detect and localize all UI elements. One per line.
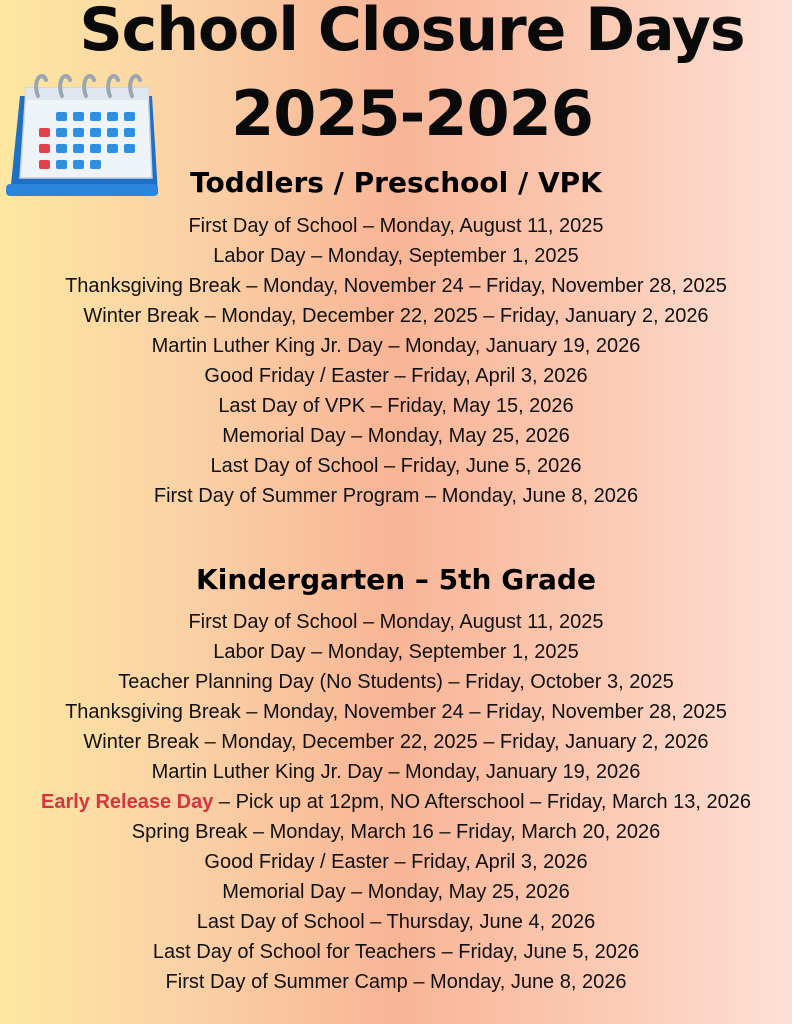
page-title: School Closure Days <box>79 0 745 65</box>
elementary-closure-list <box>0 607 792 997</box>
early-release-highlight: Early Release Day <box>40 791 214 813</box>
list-item: First Day of Summer Camp – Monday, June 8, 2026 <box>165 971 627 993</box>
list-item: First Day of School – Monday, August 11, 2025 <box>188 611 604 633</box>
section-heading-elementary: Kindergarten – 5th Grade <box>196 563 596 596</box>
list-item: Winter Break – Monday, December 22, 2025 – Friday, January 2, 2026 <box>83 305 709 327</box>
list-item: Martin Luther King Jr. Day – Monday, January 19, 2026 <box>151 335 641 357</box>
page-subtitle-year: 2025-2026 <box>231 77 593 150</box>
list-item: Last Day of School – Friday, June 5, 2026 <box>210 455 582 477</box>
list-item: Labor Day – Monday, September 1, 2025 <box>213 641 579 663</box>
early-release-item <box>0 787 792 817</box>
list-item: Teacher Planning Day (No Students) – Friday, October 3, 2025 <box>118 671 674 693</box>
list-item: Memorial Day – Monday, May 25, 2026 <box>222 425 570 447</box>
early-release-detail: – Pick up at 12pm, NO Afterschool – Friday, March 13, 2026 <box>213 791 751 813</box>
list-item: Thanksgiving Break – Monday, November 24 – Friday, November 28, 2025 <box>65 701 727 723</box>
list-item: Winter Break – Monday, December 22, 2025 – Friday, January 2, 2026 <box>83 731 709 753</box>
list-item: Thanksgiving Break – Monday, November 24 – Friday, November 28, 2025 <box>65 275 727 297</box>
list-item: Last Day of School – Thursday, June 4, 2026 <box>196 911 596 933</box>
list-item: Good Friday / Easter – Friday, April 3, 2026 <box>204 851 588 873</box>
list-item: Last Day of School for Teachers – Friday, June 5, 2026 <box>152 941 640 963</box>
list-item: Memorial Day – Monday, May 25, 2026 <box>222 881 570 903</box>
list-item: First Day of School – Monday, August 11, 2025 <box>188 215 604 237</box>
section-heading-preschool: Toddlers / Preschool / VPK <box>190 166 602 199</box>
list-item: Martin Luther King Jr. Day – Monday, January 19, 2026 <box>151 761 641 783</box>
list-item: Last Day of VPK – Friday, May 15, 2026 <box>218 395 574 417</box>
list-item: Spring Break – Monday, March 16 – Friday, March 20, 2026 <box>131 821 661 843</box>
list-item: First Day of Summer Program – Monday, June 8, 2026 <box>153 485 639 507</box>
preschool-closure-list <box>0 211 792 511</box>
list-item: Labor Day – Monday, September 1, 2025 <box>213 245 579 267</box>
list-item: Good Friday / Easter – Friday, April 3, 2026 <box>204 365 588 387</box>
